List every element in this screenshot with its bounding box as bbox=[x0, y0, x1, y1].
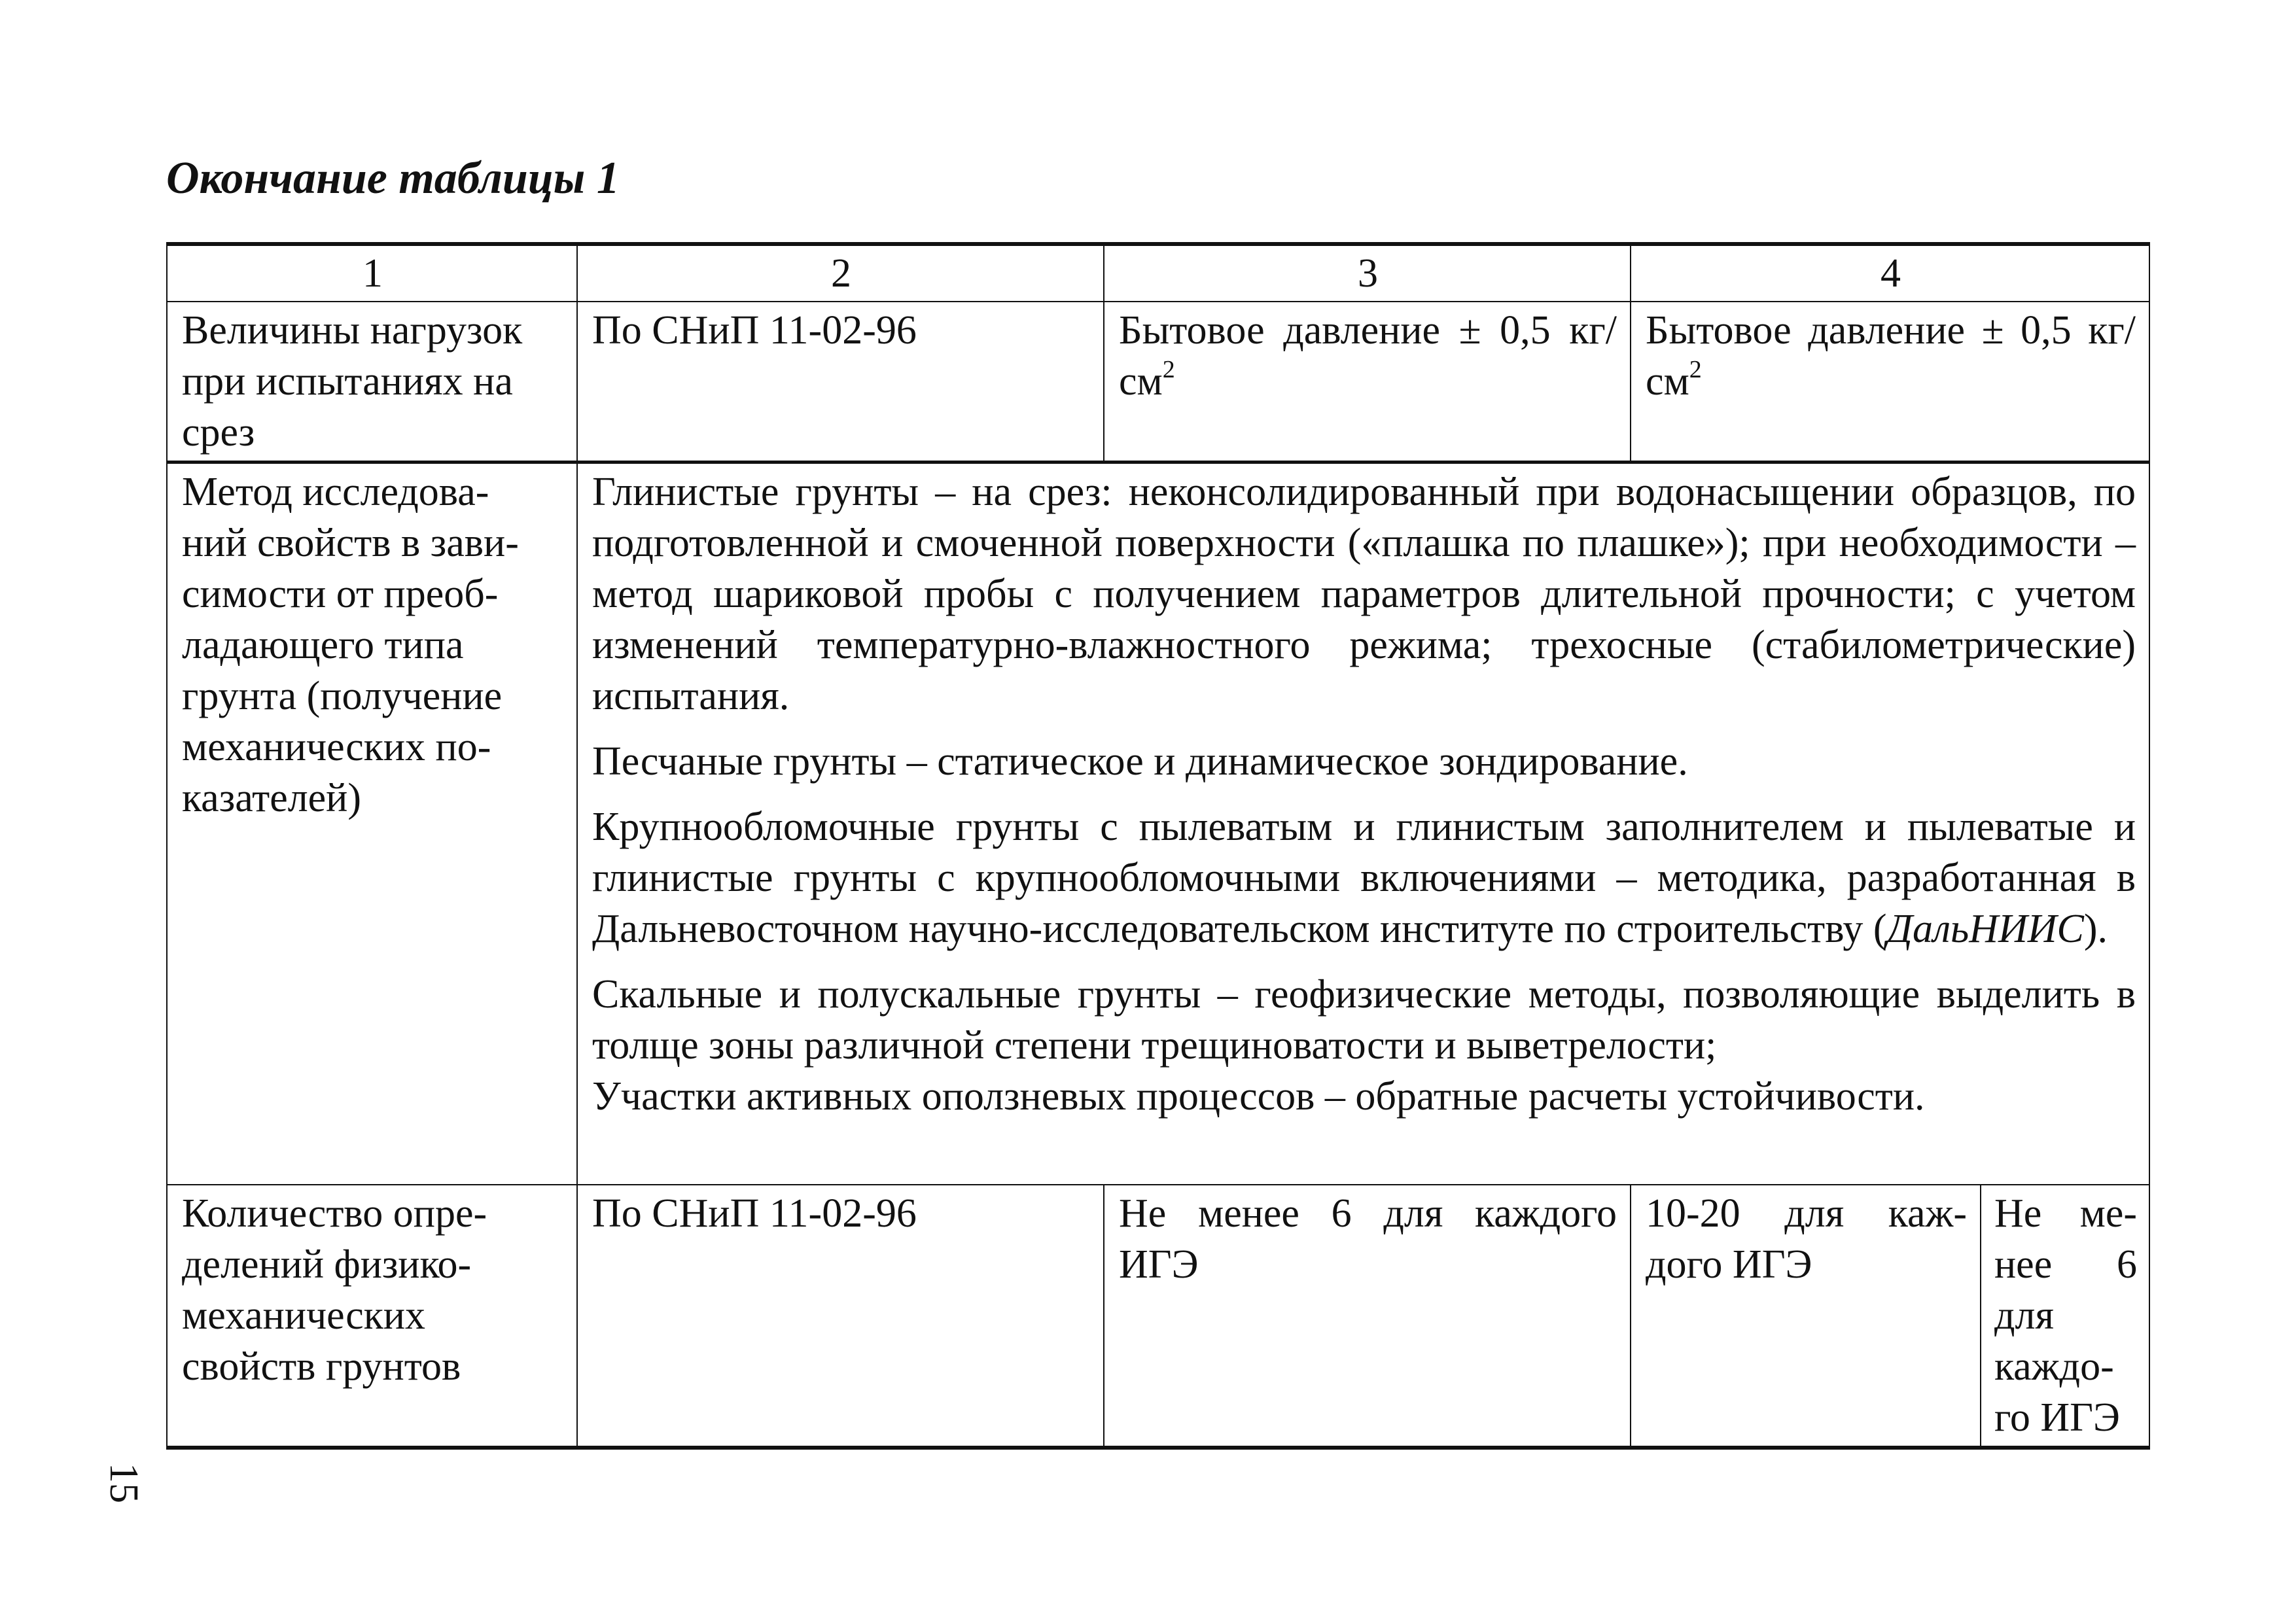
merged-cell bbox=[577, 462, 2149, 1185]
row-label: Количество опре-делений физико-механических свойств грунтов bbox=[167, 1185, 577, 1448]
table-cell: По СНиП 11-02-96 bbox=[577, 1185, 1104, 1448]
cell-text: Бытовое давление ± 0,5 кг/см bbox=[1119, 308, 1617, 404]
table-row bbox=[167, 302, 2149, 462]
paragraph-text: Участки активных оползневых процессов – обратные расчеты устойчивости. bbox=[592, 1074, 1925, 1119]
header-cell: 4 bbox=[1631, 244, 2149, 302]
paragraph-coarse bbox=[592, 801, 2136, 954]
paragraph-rock bbox=[592, 969, 2136, 1122]
row-label: Величины нагрузок при испытаниях на срез bbox=[167, 302, 577, 462]
table-cell bbox=[1631, 302, 2149, 462]
paragraph-sand: Песчаные грунты – статическое и динамическое зондирование. bbox=[592, 739, 1688, 784]
table-cell: Не ме-нее 6 для каждо-го ИГЭ bbox=[1981, 1185, 2149, 1448]
header-cell: 1 bbox=[167, 244, 577, 302]
page-number: 15 bbox=[101, 1463, 146, 1503]
abbreviation: ДальНИИС bbox=[1886, 907, 2084, 951]
paragraph-text: Скальные и полускальные грунты – геофизические методы, позволяющие выделить в толще зоны различной степени трещиноватости и выветрелости; bbox=[592, 972, 2136, 1068]
header-cell: 3 bbox=[1104, 244, 1631, 302]
table-row bbox=[167, 1185, 2149, 1448]
paragraph-text: ). bbox=[2083, 907, 2108, 951]
data-table bbox=[166, 242, 2150, 1450]
table-header-row bbox=[167, 244, 2149, 302]
table-cell: По СНиП 11-02-96 bbox=[577, 302, 1104, 462]
row-label bbox=[167, 462, 577, 1185]
table-caption: Окончание таблицы 1 bbox=[166, 153, 620, 203]
row-label-text: Метод исследова-ний свойств в зави-симости от преоб-ладающего типа грунта (получение механических по-казателей) bbox=[182, 470, 519, 820]
superscript: 2 bbox=[1162, 356, 1175, 383]
header-cell: 2 bbox=[577, 244, 1104, 302]
cell-text: Бытовое давление ± 0,5 кг/см bbox=[1646, 308, 2136, 404]
table-cell: Не менее 6 для каждого ИГЭ bbox=[1104, 1185, 1631, 1448]
table-cell: 10-20 для каж-дого ИГЭ bbox=[1631, 1185, 1981, 1448]
paragraph-clay: Глинистые грунты – на срез: неконсолидированный при водонасыщении образцов, по подготовленной и смоченной поверхности («плашка по плашке»); при необходимости – метод шариковой пробы с получением параметров длительной прочности; с учетом изменений температурно-влажностного режима; трехосные (стабилометрические) испытания. bbox=[592, 470, 2136, 718]
table-row bbox=[167, 462, 2149, 1185]
table-cell bbox=[1104, 302, 1631, 462]
superscript: 2 bbox=[1689, 356, 1702, 383]
paragraph-text: Крупнообломочные грунты с пылеватым и глинистым заполнителем и пылеватые и глинистые грунты с крупнообломочными включениями – методика, разработанная в Дальневосточном научно-исследовательском институте по строительству ( bbox=[592, 805, 2136, 951]
